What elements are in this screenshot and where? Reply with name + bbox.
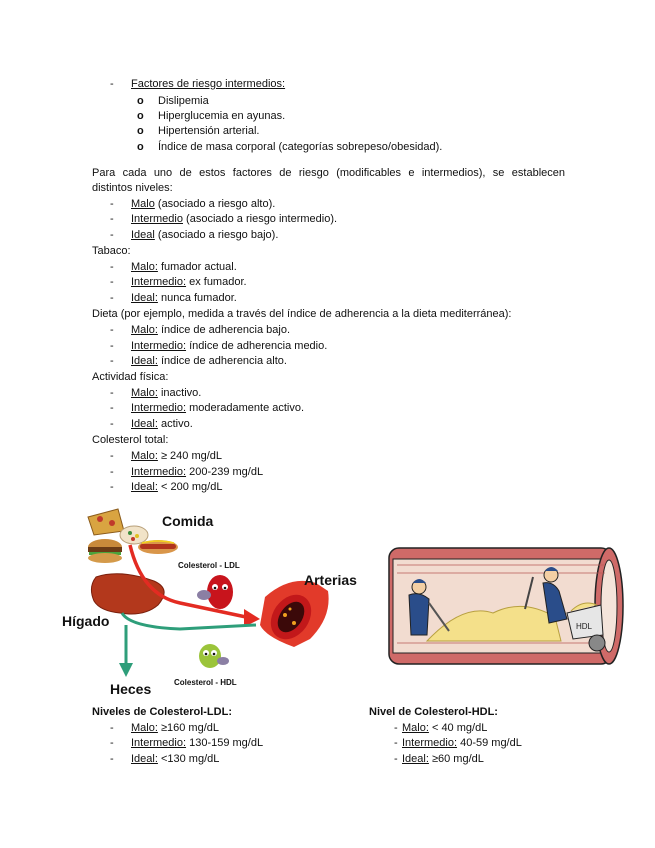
label-ldl: Colesterol - LDL <box>178 561 240 570</box>
list-item <box>131 261 237 274</box>
item-label: Intermedio: <box>131 466 187 478</box>
section-title-tabaco: Tabaco: <box>92 245 131 257</box>
bullet: o <box>137 95 144 107</box>
list-item <box>131 418 193 431</box>
item-label: Malo: <box>131 450 158 462</box>
list-dash: - <box>110 229 114 241</box>
list-dash: - <box>110 737 114 749</box>
list-dash: - <box>110 355 114 367</box>
intermediate-heading: Factores de riesgo intermedios: <box>131 78 286 90</box>
item-label: Intermedio: <box>402 737 458 749</box>
item-label: Ideal: <box>402 753 429 765</box>
section-title-colesterol: Colesterol total: <box>92 434 169 446</box>
item-label: Intermedio: <box>131 276 187 288</box>
label-hdl: Colesterol - HDL <box>174 678 237 687</box>
bullet: o <box>137 110 144 122</box>
item-label: Ideal: <box>131 355 158 367</box>
ldl-character-icon <box>197 575 233 609</box>
list-dash: - <box>110 340 114 352</box>
item-text: ≥ 240 mg/dL <box>157 450 223 462</box>
list-item <box>131 292 237 305</box>
item-label: Intermedio: <box>131 340 187 352</box>
item-text: 40-59 mg/dL <box>457 737 522 749</box>
hdl-levels-title: Nivel de Colesterol-HDL: <box>369 706 498 718</box>
item-text: moderadamente activo. <box>186 402 305 414</box>
item-label: Intermedio: <box>131 402 187 414</box>
label-heces: Heces <box>110 681 152 697</box>
list-dash: - <box>110 402 114 414</box>
list-item <box>131 753 219 766</box>
list-dash: - <box>110 261 114 273</box>
item-label: Malo: <box>131 324 158 336</box>
arrow-down-icon <box>119 663 133 677</box>
list-dash: - <box>110 753 114 765</box>
list-item <box>131 324 290 337</box>
list-item <box>131 387 201 400</box>
hdl-flow-arrow <box>122 613 256 665</box>
list-item <box>402 737 522 750</box>
section-title-actividad: Actividad física: <box>92 371 169 383</box>
item-label: Malo: <box>131 722 158 734</box>
list-dash: - <box>110 213 114 225</box>
list-item: Índice de masa corporal (categorías sobrepeso/obesidad). <box>158 141 443 153</box>
bullet: o <box>137 125 144 137</box>
list-dash: - <box>110 466 114 478</box>
level-item <box>131 198 275 211</box>
list-dash: - <box>110 276 114 288</box>
level-label: Intermedio <box>131 213 183 225</box>
list-dash: - <box>394 737 398 749</box>
list-item <box>131 481 222 494</box>
list-dash: - <box>110 292 114 304</box>
label-comida: Comida <box>162 513 214 529</box>
item-text: < 40 mg/dL <box>428 722 488 734</box>
level-item <box>131 229 278 242</box>
list-item: Hiperglucemia en ayunas. <box>158 110 286 122</box>
list-item <box>131 402 304 415</box>
label-arterias: Arterias <box>304 572 357 588</box>
level-text: (asociado a riesgo bajo). <box>154 229 279 241</box>
list-dash: - <box>110 198 114 210</box>
list-item <box>402 722 487 735</box>
item-text: <130 mg/dL <box>157 753 220 765</box>
liver-icon <box>91 574 164 614</box>
list-dash: - <box>110 387 114 399</box>
item-text: inactivo. <box>157 387 202 399</box>
list-dash: - <box>394 722 398 734</box>
list-dash: - <box>110 78 114 90</box>
list-item: Dislipemia <box>158 95 209 107</box>
item-label: Ideal: <box>131 481 158 493</box>
item-text: índice de adherencia bajo. <box>157 324 291 336</box>
item-label: Ideal: <box>131 418 158 430</box>
list-item <box>131 450 222 463</box>
list-dash: - <box>110 722 114 734</box>
level-label: Malo <box>131 198 155 210</box>
hdl-character-icon <box>199 644 229 668</box>
list-item <box>131 355 287 368</box>
item-text: nunca fumador. <box>157 292 237 304</box>
list-item <box>131 737 263 750</box>
list-item <box>131 722 219 735</box>
list-dash: - <box>110 324 114 336</box>
section-title-dieta: Dieta (por ejemplo, medida a través del índice de adherencia a la dieta mediterránea): <box>92 308 512 320</box>
item-text: fumador actual. <box>157 261 237 273</box>
item-label: Ideal: <box>131 292 158 304</box>
item-label: Malo: <box>131 261 158 273</box>
list-item <box>131 340 327 353</box>
item-text: índice de adherencia alto. <box>157 355 287 367</box>
list-item <box>131 466 263 479</box>
item-text: 130-159 mg/dL <box>186 737 264 749</box>
item-label: Ideal: <box>131 753 158 765</box>
list-dash: - <box>110 450 114 462</box>
artery-cartoon <box>383 543 628 671</box>
intro-line-2: distintos niveles: <box>92 182 173 194</box>
bullet: o <box>137 141 144 153</box>
intro-line-1: Para cada uno de estos factores de riesgo (modificables e intermedios), se establecen <box>92 167 565 179</box>
artery-icon <box>260 581 329 647</box>
item-label: Intermedio: <box>131 737 187 749</box>
list-item: Hipertensión arterial. <box>158 125 260 137</box>
list-dash: - <box>110 418 114 430</box>
item-text: ≥60 mg/dL <box>428 753 484 765</box>
item-text: activo. <box>157 418 193 430</box>
list-item <box>402 753 484 766</box>
item-text: índice de adherencia medio. <box>186 340 328 352</box>
label-higado: Hígado <box>62 613 110 629</box>
ldl-levels-title: Niveles de Colesterol-LDL: <box>92 706 232 718</box>
item-text: ≥160 mg/dL <box>157 722 219 734</box>
cholesterol-diagram <box>60 505 370 700</box>
wheelbarrow-label: HDL <box>576 622 593 631</box>
level-label: Ideal <box>131 229 155 241</box>
item-text: 200-239 mg/dL <box>186 466 264 478</box>
level-item <box>131 213 337 226</box>
list-item <box>131 276 247 289</box>
item-label: Malo: <box>402 722 429 734</box>
level-text: (asociado a riesgo alto). <box>154 198 276 210</box>
list-dash: - <box>110 481 114 493</box>
item-label: Malo: <box>131 387 158 399</box>
item-text: < 200 mg/dL <box>157 481 223 493</box>
item-text: ex fumador. <box>186 276 247 288</box>
list-dash: - <box>394 753 398 765</box>
level-text: (asociado a riesgo intermedio). <box>182 213 338 225</box>
